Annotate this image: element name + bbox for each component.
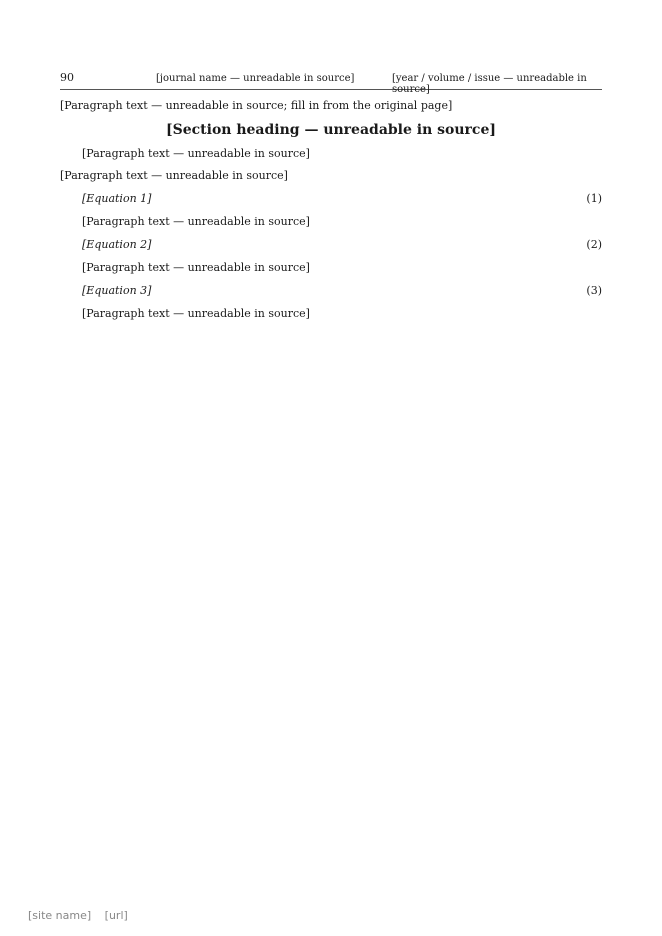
equation-3 — [82, 281, 602, 300]
paragraph: [Paragraph text — unreadable in source] — [82, 215, 310, 228]
equation-number: (3) — [586, 284, 602, 297]
paragraph: [Paragraph text — unreadable in source] — [82, 307, 310, 320]
equation-2 — [82, 235, 602, 254]
paragraph: [Paragraph text — unreadable in source; fill in from the original page] — [60, 99, 453, 112]
paragraph: [Paragraph text — unreadable in source] — [60, 169, 288, 182]
journal-name: [journal name — unreadable in source] — [156, 73, 355, 84]
equation-text: [Equation 3] — [82, 284, 152, 297]
article-body — [60, 96, 602, 896]
watermark-footer — [28, 909, 128, 922]
page-number: 90 — [60, 71, 74, 84]
paragraph: [Paragraph text — unreadable in source] — [82, 261, 310, 274]
running-header — [60, 71, 602, 95]
equation-text: [Equation 2] — [82, 238, 152, 251]
equation-1 — [82, 189, 602, 208]
site-url[interactable]: [url] — [104, 909, 128, 922]
equation-number: (2) — [586, 238, 602, 251]
site-name: [site name] — [28, 909, 92, 922]
paragraph: [Paragraph text — unreadable in source] — [82, 147, 310, 160]
section-heading: [Section heading — unreadable in source] — [166, 122, 496, 138]
volume-info: [year / volume / issue — unreadable in source] — [392, 73, 587, 95]
equation-number: (1) — [586, 192, 602, 205]
equation-text: [Equation 1] — [82, 192, 152, 205]
